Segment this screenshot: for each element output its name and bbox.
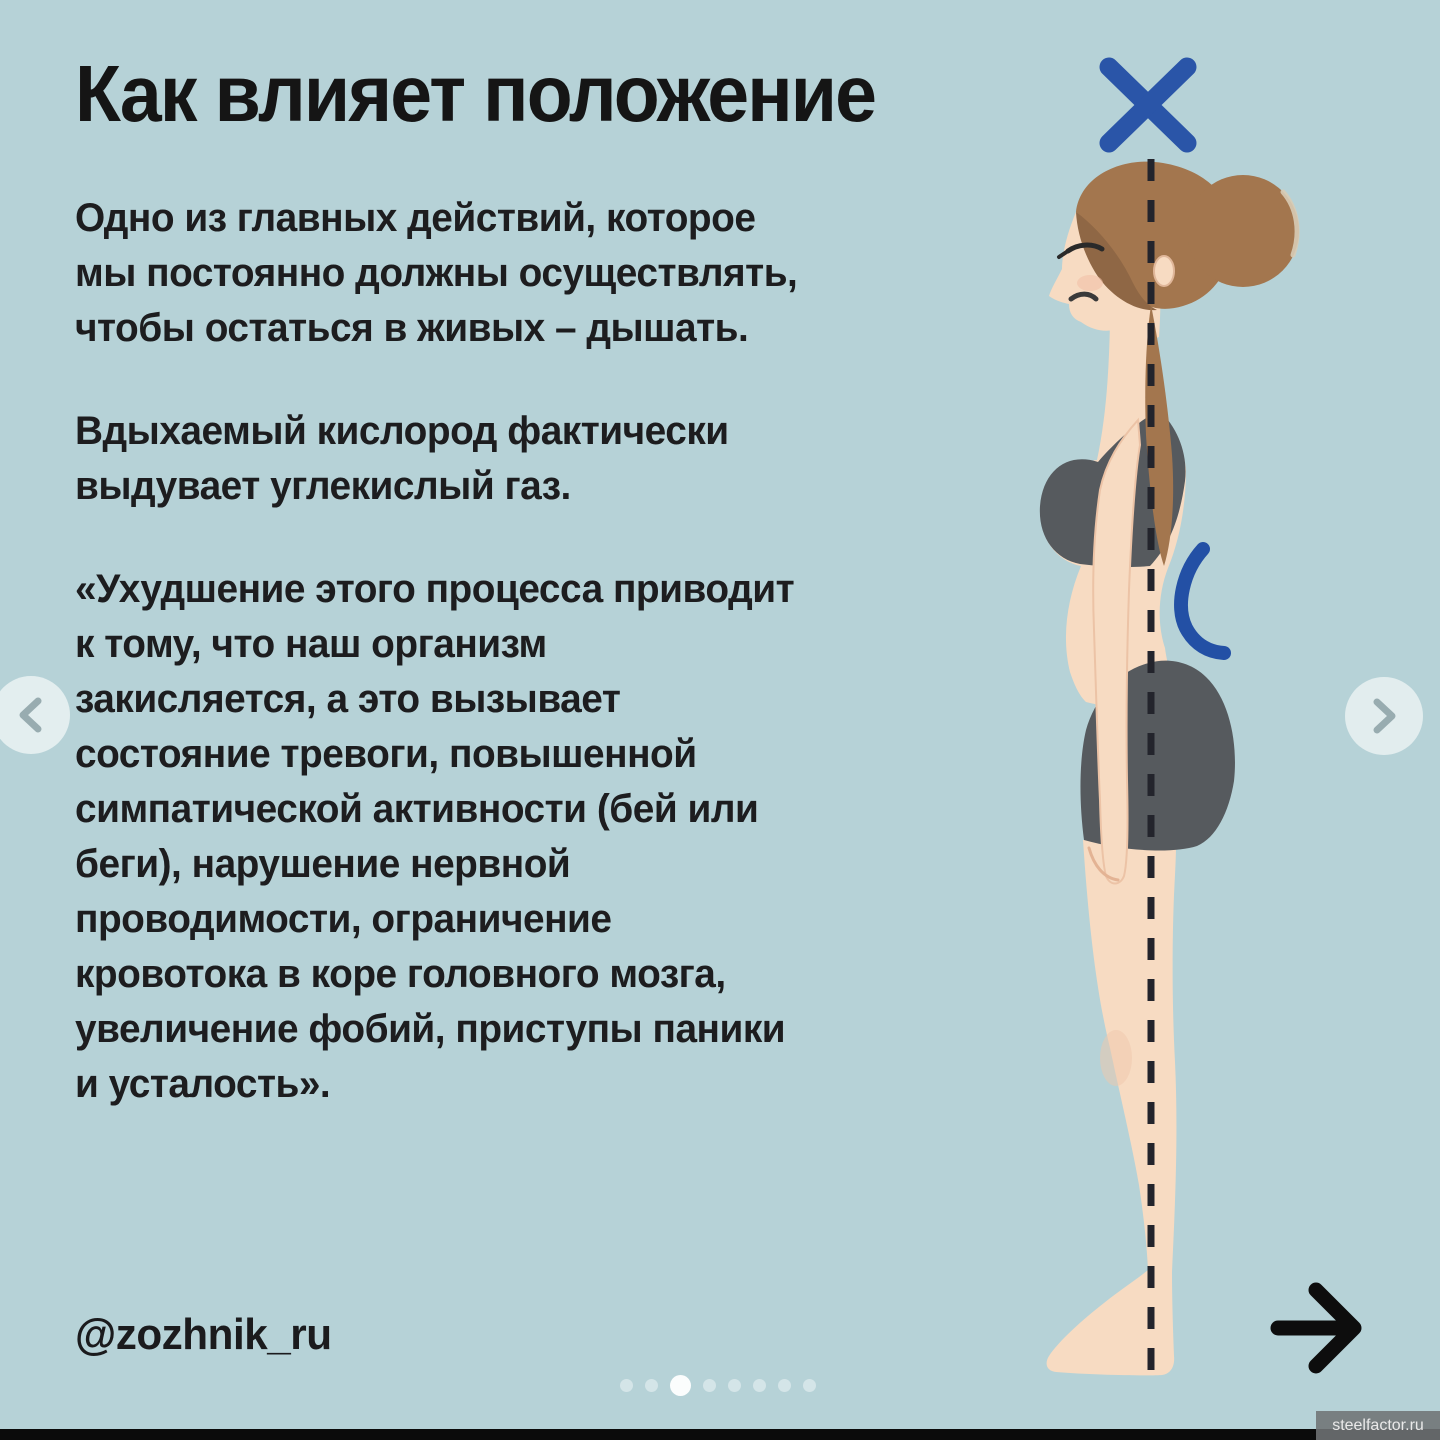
watermark: steelfactor.ru xyxy=(1316,1411,1440,1440)
carousel-dot[interactable] xyxy=(620,1379,633,1392)
knee-shading xyxy=(1100,1030,1132,1086)
text-line: мы постоянно должны осуществлять, xyxy=(75,251,798,295)
chevron-left-icon xyxy=(11,691,51,739)
paragraph-1 xyxy=(75,191,875,356)
woman-legs xyxy=(1047,840,1177,1375)
cheek-blush xyxy=(1077,275,1103,291)
carousel-prev-button[interactable] xyxy=(0,676,70,754)
arrow-right-icon xyxy=(1268,1278,1386,1376)
text-line: выдувает углекислый газ. xyxy=(75,464,571,508)
carousel-dot[interactable] xyxy=(703,1379,716,1392)
bottom-black-bar xyxy=(0,1429,1440,1440)
instagram-handle: @zozhnik_ru xyxy=(75,1310,332,1359)
carousel-dot[interactable] xyxy=(728,1379,741,1392)
text-line: беги), нарушение нервной xyxy=(75,842,571,886)
lumbar-curve-highlight xyxy=(1181,549,1224,653)
carousel-dots xyxy=(620,1372,830,1398)
carousel-dot[interactable] xyxy=(778,1379,791,1392)
text-line: проводимости, ограничение xyxy=(75,897,612,941)
text-line: увеличение фобий, приступы паники xyxy=(75,1007,786,1051)
text-line: к тому, что наш организм xyxy=(75,622,547,666)
text-line: и усталость». xyxy=(75,1062,331,1106)
paragraph-3 xyxy=(75,562,875,1112)
paragraph-2 xyxy=(75,404,875,514)
x-mark-icon xyxy=(1109,67,1187,143)
chevron-right-icon xyxy=(1364,692,1404,740)
text-line: закисляется, а это вызывает xyxy=(75,677,621,721)
text-line: чтобы остаться в живых – дышать. xyxy=(75,306,749,350)
carousel-dot[interactable] xyxy=(753,1379,766,1392)
ear xyxy=(1154,256,1174,286)
text-line: Вдыхаемый кислород фактически xyxy=(75,409,729,453)
carousel-dot[interactable] xyxy=(670,1375,691,1396)
page-title: Как влияет положение xyxy=(75,49,876,138)
text-line: кровотока в коре головного мозга, xyxy=(75,952,726,996)
carousel-dot[interactable] xyxy=(645,1379,658,1392)
text-line: Одно из главных действий, которое xyxy=(75,196,756,240)
text-line: состояние тревоги, повышенной xyxy=(75,732,697,776)
carousel-next-button[interactable] xyxy=(1345,677,1423,755)
body-text xyxy=(75,191,875,1160)
next-slide-arrow-button[interactable] xyxy=(1268,1278,1386,1376)
text-line: симпатической активности (бей или xyxy=(75,787,759,831)
carousel-dot[interactable] xyxy=(803,1379,816,1392)
text-line: «Ухудшение этого процесса приводит xyxy=(75,567,795,611)
